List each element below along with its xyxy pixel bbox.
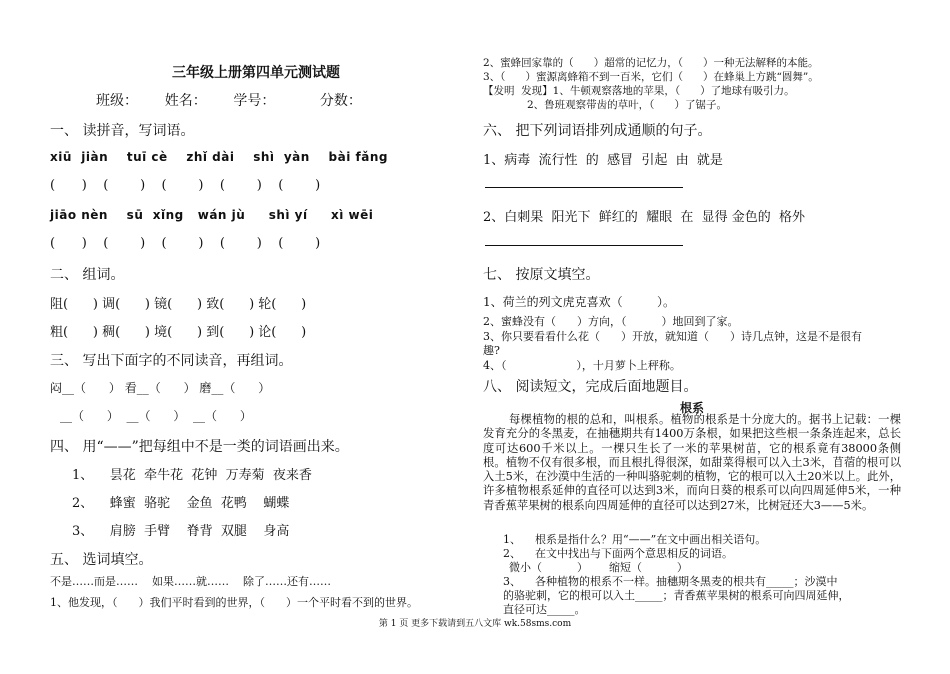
reading-question-3-end[interactable]: 直径可达_____。 bbox=[503, 603, 586, 616]
section-7-heading: 七、 按原文填空。 bbox=[483, 267, 600, 283]
recite-question-4[interactable]: 4、（ ），十月萝卜上秤称。 bbox=[483, 359, 681, 372]
conjunction-options: 不是……而是…… 如果……就…… 除了……还有…… bbox=[50, 575, 331, 588]
odd-word-row-1[interactable]: 1、 昙花 牵牛花 花钟 万寿菊 夜来香 bbox=[72, 468, 312, 483]
section-4-heading: 四、 用“——”把每组中不是一类的词语画出来。 bbox=[50, 439, 349, 455]
fill-question-5[interactable]: 2、鲁班观察带齿的草叶，（ ）了锯子。 bbox=[527, 99, 727, 111]
page-title: 三年级上册第四单元测试题 bbox=[172, 65, 340, 81]
odd-word-row-2[interactable]: 2、 蜂蜜 骆驼 金鱼 花鸭 蝴蝶 bbox=[72, 496, 290, 511]
section-3-heading: 三、 写出下面字的不同读音，再组词。 bbox=[50, 353, 293, 369]
article-title: 根系 bbox=[680, 401, 705, 415]
pinyin-row-1: xiū jiàn tuī cè zhǐ dài shì yàn bài fǎng bbox=[50, 150, 388, 164]
article-body: 每棵植物的根的总和，叫根系。植物的根系是十分庞大的。据书上记载：一棵发育充分的冬黑麦，在抽穗期共有1400万条根，如果把这些根一条条连起来，总长度可达600千米以上。一棵只生长了一米的苹果树苗，它的根系竟有38000条侧根。植物不仅有很多根，而且根扎得很深，如甜菜得根可以入土3米，苜蓿的根可以入土5米，在沙漠中生活的一种叫骆驼刺的植物，它的根可以入土20米以上。此外，许多植物根系延伸的直径可以达到3米，而向日葵的根系可以向四周延伸5米，一种青香蕉苹果树的根系向四周延伸的直径可以达到27米，比树冠还大3——5米。 bbox=[483, 413, 901, 512]
sentence-words-1: 1、病毒 流行性 的 感冒 引起 由 就是 bbox=[483, 153, 723, 168]
fill-question-2[interactable]: 2、蜜蜂回家靠的（ ）超常的记忆力，（ ）一种无法解释的本能。 bbox=[483, 57, 819, 69]
answer-line-2[interactable] bbox=[485, 245, 683, 246]
odd-word-row-3[interactable]: 3、 肩膀 手臂 脊背 双腿 身高 bbox=[72, 524, 290, 539]
recite-question-1[interactable]: 1、荷兰的列文虎克喜欢（ ）。 bbox=[483, 295, 675, 309]
reading-question-2[interactable]: 2、 在文中找出与下面两个意思相反的词语。 bbox=[503, 547, 733, 560]
student-info-line: 班级： 姓名： 学号： 分数： bbox=[96, 93, 362, 109]
fill-question-1[interactable]: 1、他发现，（ ）我们平时看到的世界，（ ）一个平时看不到的世界。 bbox=[50, 596, 418, 609]
reading-question-3[interactable]: 3、 各种植物的根系不一样。抽穗期冬黑麦的根共有_____；沙漠中 bbox=[503, 575, 838, 588]
pronunciation-row-1[interactable]: 闷__（ ） 看__（ ） 磨__（ ） bbox=[50, 381, 271, 395]
sentence-words-2: 2、白刺果 阳光下 鲜红的 耀眼 在 显得 金色的 格外 bbox=[483, 210, 805, 225]
recite-question-3-cont: 趣? bbox=[483, 344, 500, 357]
section-6-heading: 六、 把下列词语排列成通顺的句子。 bbox=[483, 123, 712, 139]
reading-question-2-blanks[interactable]: 微小（ ） 缩短（ ） bbox=[509, 561, 688, 574]
section-5-heading: 五、 选词填空。 bbox=[50, 552, 153, 568]
section-8-heading: 八、 阅读短文，完成后面地题目。 bbox=[483, 379, 698, 395]
word-group-row-1[interactable]: 阻( ) 调( ) 镜( ) 致( ) 轮( ) bbox=[50, 297, 307, 312]
pinyin-row-2: jiāo nèn sū xǐng wán jù shì yí xì wēi bbox=[50, 208, 374, 222]
recite-question-2[interactable]: 2、蜜蜂没有（ ）方向，（ ）地回到了家。 bbox=[483, 315, 739, 328]
word-group-row-2[interactable]: 粗( ) 稠( ) 境( ) 到( ) 论( ) bbox=[50, 325, 307, 340]
answer-blanks-row-1[interactable]: ( ) ( ) ( ) ( ) ( ) bbox=[50, 178, 322, 193]
fill-question-4[interactable]: 【发明 发现】1、牛顿观察落地的苹果，（ ）了地球有吸引力。 bbox=[483, 85, 795, 97]
pronunciation-row-2[interactable]: __（ ） __（ ） __（ ） bbox=[60, 409, 252, 423]
reading-question-3-cont[interactable]: 的骆驼刺，它的根可以入土_____；青香蕉苹果树的根系可向四周延伸， bbox=[503, 589, 850, 602]
section-2-heading: 二、 组词。 bbox=[50, 267, 125, 283]
fill-question-3[interactable]: 3、（ ）蜜源离蜂箱不到一百米，它们（ ）在蜂巢上方跳“圆舞”。 bbox=[483, 71, 819, 83]
answer-blanks-row-2[interactable]: ( ) ( ) ( ) ( ) ( ) bbox=[50, 236, 322, 251]
page-footer: 第 1 页 更多下载请到五八文库 wk.58sms.com bbox=[378, 619, 572, 629]
answer-line-1[interactable] bbox=[485, 187, 683, 188]
section-1-heading: 一、 读拼音，写词语。 bbox=[50, 123, 195, 139]
recite-question-3[interactable]: 3、你只要看看什么花（ ）开放，就知道（ ）诗几点钟，这是不是很有 bbox=[483, 330, 862, 343]
reading-question-1[interactable]: 1、 根系是指什么？用“——”在文中画出相关语句。 bbox=[503, 533, 767, 546]
